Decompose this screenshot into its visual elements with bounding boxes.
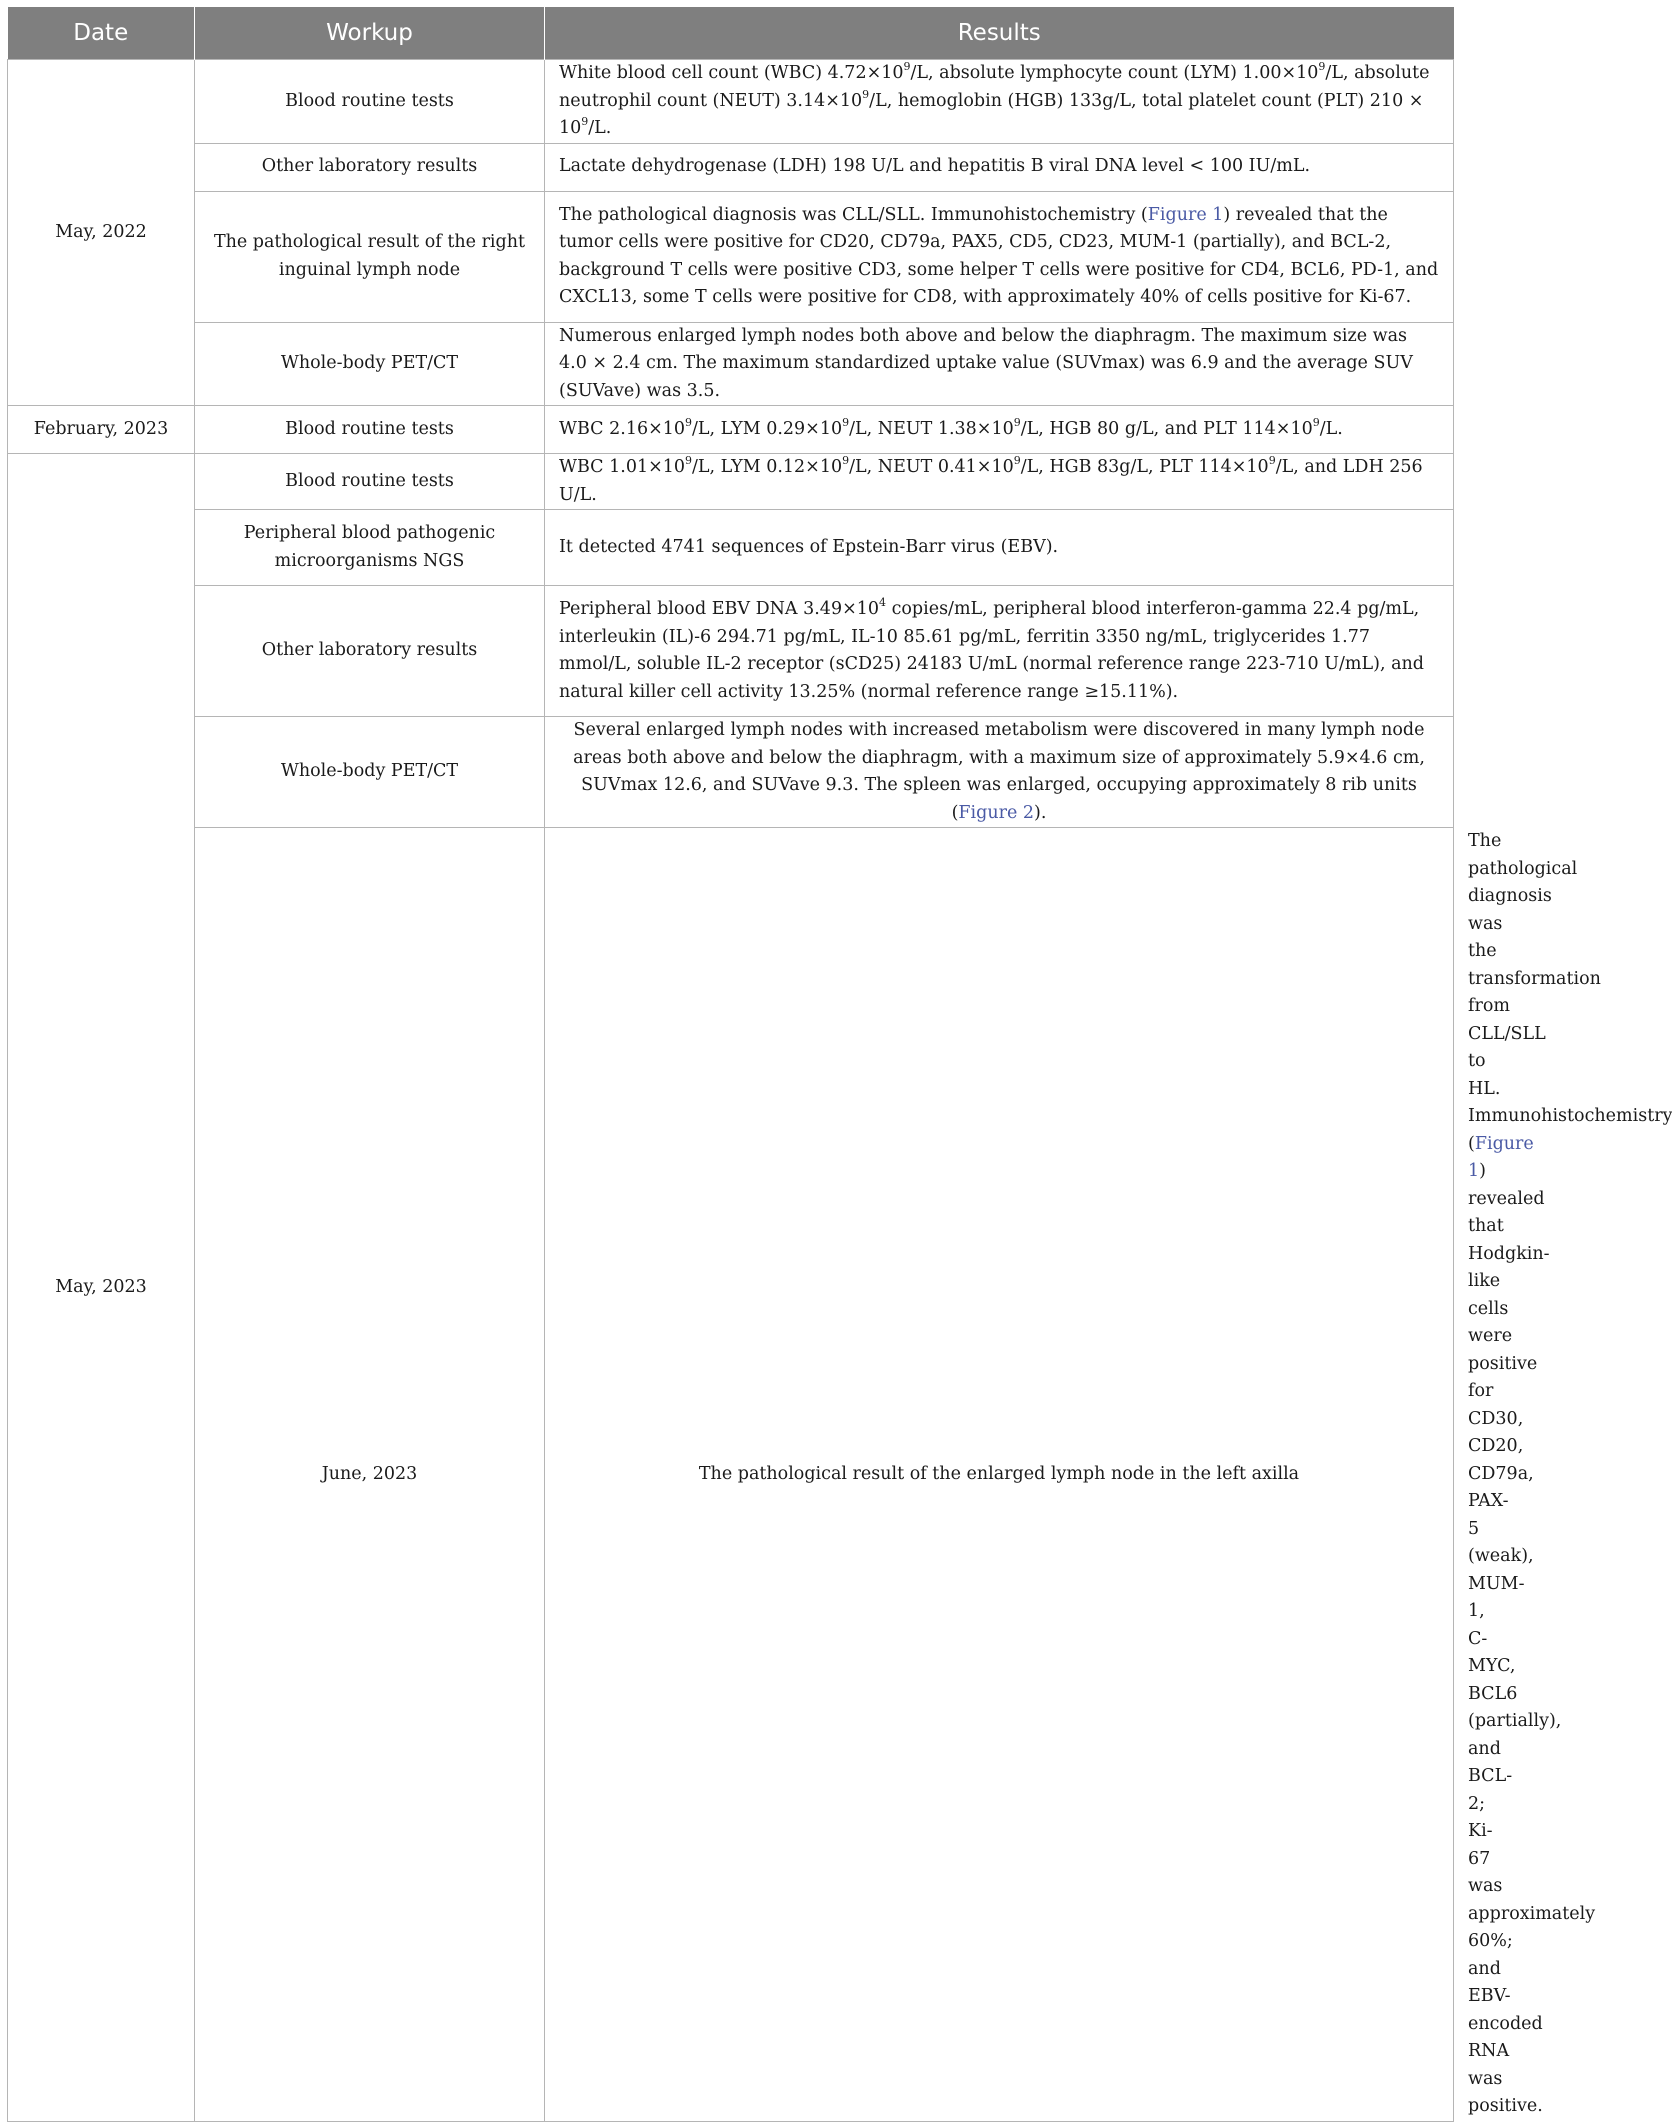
figure-2-link[interactable]: Figure 2 xyxy=(958,802,1035,823)
header-row xyxy=(8,7,1454,60)
results-cell: Numerous enlarged lymph nodes both above and below the diaphragm. The maximum size was 4.0 × 2.4 cm. The maximum standardized uptake value (SUVmax) was 6.9 and the average SUV (SUVave) was 3.5. xyxy=(545,322,1454,406)
results-cell: WBC $1.01\times 10^9/L$, LYM $0.12\times 10^9/L$, NEUT $0.41\times 10^9/L$, HGB 83g/L, PLT $114\times 10^9/L$, and LDH 256 U/L. xyxy=(545,454,1454,510)
results-cell: It detected 4741 sequences of Epstein-Barr virus (EBV). xyxy=(545,510,1454,586)
workup-cell: The pathological result of the enlarged lymph node in the left axilla xyxy=(545,828,1454,2122)
date-cell: June, 2023 xyxy=(195,828,545,2122)
table-row xyxy=(8,454,1454,510)
figure-1-link[interactable]: Figure 1 xyxy=(1147,204,1224,225)
workup-cell: Whole-body PET/CT xyxy=(195,322,545,406)
header-date: Date xyxy=(8,7,195,60)
workup-table xyxy=(7,7,1672,2122)
date-cell: May, 2022 xyxy=(8,60,195,406)
table-row xyxy=(8,143,1454,191)
results-cell: White blood cell count (WBC) $4.72\times 10^9/L$, absolute lymphocyte count (LYM) $1.00\times 10^9/L$, absolute neutrophil count (NEUT) $3.14\times 10^9/L$, hemoglobin (HGB) 133g/L, total platelet count (PLT) $210 \times 10^9/L$. xyxy=(545,60,1454,144)
table-row xyxy=(8,510,1454,586)
workup-cell: Blood routine tests xyxy=(195,454,545,510)
results-cell: Several enlarged lymph nodes with increased metabolism were discovered in many lymph node areas both above and below the diaphragm, with a maximum size of approximately 5.9×4.6 cm, SUVmax 12.6, and SUVave 9.3. The spleen was enlarged, occupying approximately 8 rib units (Figure 2). xyxy=(545,717,1454,828)
figure-1-link[interactable]: Figure 1 xyxy=(1468,1133,1534,1181)
date-cell: May, 2023 xyxy=(8,454,195,2122)
table-row xyxy=(8,322,1454,406)
table-row: June, 2023 The pathological result of the enlarged lymph node in the left axilla The pathological diagnosis was the transformation from CLL/SLL to HL. Immunohistochemistry (Figure 1) revealed that Hodgkin-like cells were positive for CD30, CD20, CD79a, PAX-5 (weak), MUM-1, C-MYC, BCL6 (partially), and BCL-2; Ki-67 was approximately 60%; and EBV-encoded RNA was positive. xyxy=(8,828,1454,2122)
table-row xyxy=(8,60,1454,144)
workup-cell: Blood routine tests xyxy=(195,60,545,144)
table-row xyxy=(8,191,1454,322)
results-cell: Peripheral blood EBV DNA $3.49\times 10^4$ copies/mL, peripheral blood interferon-gamma 22.4 pg/mL, interleukin (IL)-6 294.71 pg/mL, IL-10 85.61 pg/mL, ferritin 3350 ng/mL, triglycerides 1.77 mmol/L, soluble IL-2 receptor (sCD25) 24183 U/mL (normal reference range 223-710 U/mL), and natural killer cell activity 13.25% (normal reference range ≥15.11%). xyxy=(545,586,1454,717)
workup-cell: Whole-body PET/CT xyxy=(195,717,545,828)
results-cell: Lactate dehydrogenase (LDH) 198 U/L and hepatitis B viral DNA level < 100 IU/mL. xyxy=(545,143,1454,191)
table-row xyxy=(8,717,1454,828)
table-row xyxy=(8,406,1454,454)
results-cell: The pathological diagnosis was CLL/SLL. Immunohistochemistry (Figure 1) revealed that the tumor cells were positive for CD20, CD79a, PAX5, CD5, CD23, MUM-1 (partially), and BCL-2, background T cells were positive CD3, some helper T cells were positive for CD4, BCL6, PD-1, and CXCL13, some T cells were positive for CD8, with approximately 40% of cells positive for Ki-67. xyxy=(545,191,1454,322)
header-workup: Workup xyxy=(195,7,545,60)
workup-cell: The pathological result of the right inguinal lymph node xyxy=(195,191,545,322)
date-cell: February, 2023 xyxy=(8,406,195,454)
workup-cell: Peripheral blood pathogenic microorganisms NGS xyxy=(195,510,545,586)
results-cell: WBC $2.16\times 10^9/L$, LYM $0.29\times 10^9/L$, NEUT $1.38\times 10^9/L$, HGB 80 g/L, and PLT $114\times 10^9/L$. xyxy=(545,406,1454,454)
workup-cell: Other laboratory results xyxy=(195,586,545,717)
header-results: Results xyxy=(545,7,1454,60)
workup-cell: Blood routine tests xyxy=(195,406,545,454)
workup-cell: Other laboratory results xyxy=(195,143,545,191)
table-row xyxy=(8,586,1454,717)
